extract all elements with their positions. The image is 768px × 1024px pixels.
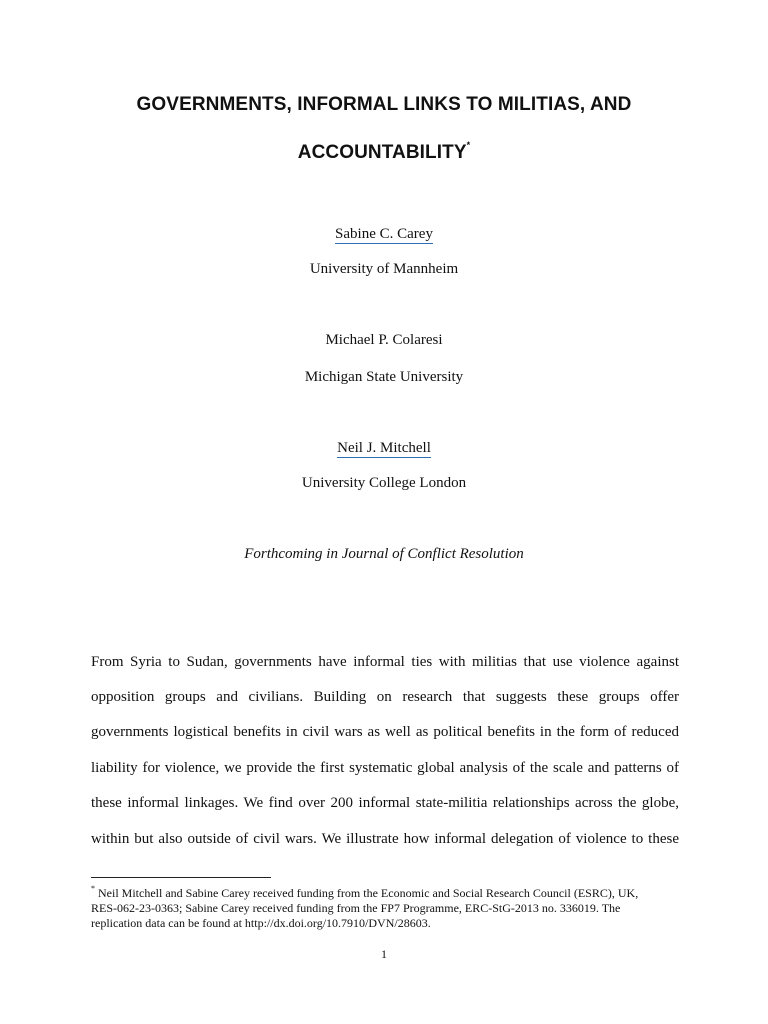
author-3-name-line xyxy=(60,440,708,457)
author-1-affiliation: University of Mannheim xyxy=(309,261,459,277)
author-3-name[interactable]: Neil J. Mitchell xyxy=(337,440,431,456)
footnote-mark: * xyxy=(91,884,95,893)
footnote-line-2: RES-062-23-0363; Sabine Carey received funding from the FP7 Programme, ERC-StG-2013 no. 336019. The xyxy=(91,901,621,915)
author-1-name[interactable]: Sabine C. Carey xyxy=(335,226,433,242)
footnote-line-3: replication data can be found at http://dx.doi.org/10.7910/DVN/28603. xyxy=(91,916,431,930)
paper-title-text: ACCOUNTABILITY xyxy=(297,142,467,163)
abstract-line: liability for violence, we provide the first systematic global analysis of the scale and patterns of xyxy=(91,760,679,776)
author-2-affiliation: Michigan State University xyxy=(304,369,464,385)
abstract-line: governments logistical benefits in civil wars as well as political benefits in the form of reduced xyxy=(91,724,679,740)
author-2-name: Michael P. Colaresi xyxy=(325,332,443,348)
author-3-affiliation: University College London xyxy=(301,475,467,491)
abstract-line: From Syria to Sudan, governments have informal ties with militias that use violence against xyxy=(91,654,679,670)
paper-title-line-1: GOVERNMENTS, INFORMAL LINKS TO MILITIAS, AND xyxy=(136,94,632,115)
abstract-line: opposition groups and civilians. Building on research that suggests these groups offer xyxy=(91,689,679,705)
footnote-line-1 xyxy=(91,885,691,901)
page-number: 1 xyxy=(381,947,387,961)
title-footnote-mark[interactable]: * xyxy=(466,139,471,150)
publication-venue: Forthcoming in Journal of Conflict Resolution xyxy=(244,546,524,562)
footnote-divider xyxy=(91,877,271,878)
abstract-line: these informal linkages. We find over 200 informal state-militia relationships across the globe, xyxy=(91,795,679,811)
paper-title-line-2 xyxy=(60,139,708,164)
author-1-name-line xyxy=(60,226,708,243)
abstract-line: within but also outside of civil wars. We illustrate how informal delegation of violence to these xyxy=(91,831,679,847)
footnote-text-1: Neil Mitchell and Sabine Carey received funding from the Economic and Social Research Council (ESRC), UK, xyxy=(95,886,639,900)
